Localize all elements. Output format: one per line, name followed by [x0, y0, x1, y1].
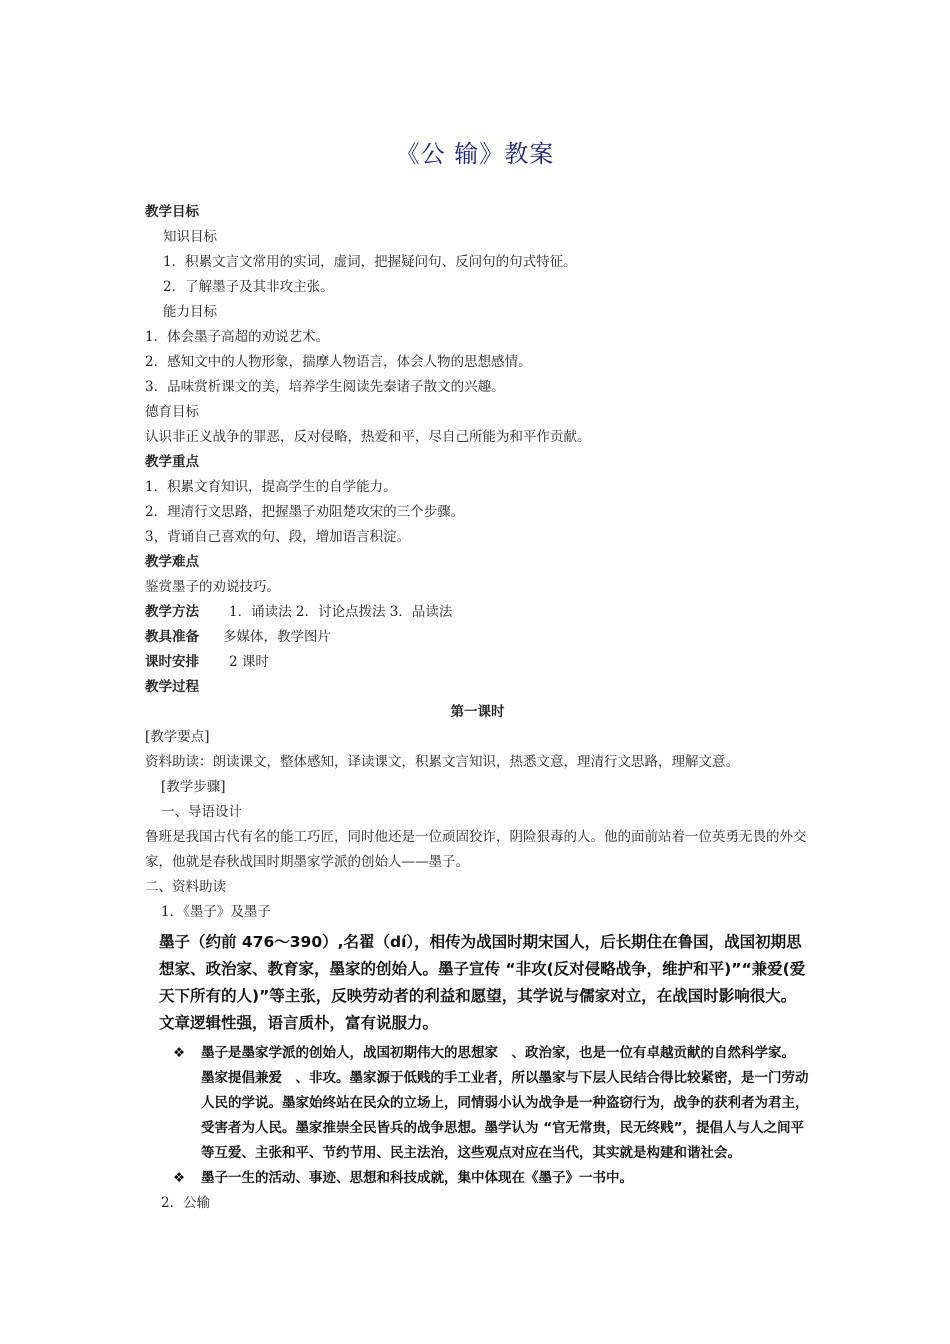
heading-difficulties: 教学难点	[145, 554, 199, 570]
label-tools: 教具准备	[145, 629, 199, 645]
bullet-icon: ❖	[173, 1170, 186, 1186]
list-item: 2．了解墨子及其非攻主张。	[163, 279, 334, 295]
bullet-text: 墨子一生的活动、事迹、思想和科技成就，集中体现在《墨子》一书中。	[201, 1170, 633, 1186]
heading-key-points: 教学重点	[145, 454, 199, 470]
document-body	[145, 200, 810, 1216]
paragraph: 鉴赏墨子的劝说技巧。	[145, 579, 280, 595]
heading-first-lesson: 第一课时	[450, 704, 505, 720]
bullet-icon: ❖	[173, 1045, 186, 1061]
value-tools: 多媒体，教学图片	[223, 629, 331, 645]
paragraph: 认识非正义战争的罪恶，反对侵略，热爱和平，尽自己所能为和平作贡献。	[145, 429, 591, 445]
list-item: 2．感知文中的人物形象，揣摩人物语言，体会人物的思想感情。	[145, 354, 532, 370]
section-heading: 二、资料助读	[145, 879, 226, 895]
bullet-text: 墨子是墨家学派的创始人，战国初期伟大的思想家 、政治家，也是一位有卓越贡献的自然科学家。 墨家提倡兼爱 、非攻。墨家源于低贱的手工业者，所以墨家与下层人民结合得比较紧密，是一门劳动人民的学说。墨家始终站在民众的立场上，同情弱小认为战争是一种盗窃行为，战争的获利者为君主，受害者为人民。墨家推崇全民皆兵的战争思想。墨学认为 “官无常贵，民无终贱”，提倡人与人之间平等互爱、主张和平、节约节用、民主法治，这些观点对应在当代，其实就是构建和谐社会。	[201, 1045, 809, 1161]
section-heading: 一、导语设计	[161, 804, 242, 820]
heading-teaching-goals: 教学目标	[145, 204, 199, 220]
bracket-heading: [教学要点]	[145, 729, 210, 745]
bracket-heading: [教学步骤]	[161, 779, 226, 795]
list-item: 3，背诵自己喜欢的句、段，增加语言积淀。	[145, 529, 411, 545]
subheading-moral: 德育目标	[145, 404, 199, 420]
label-schedule: 课时安排	[145, 654, 199, 670]
list-item: 2．理清行文思路，把握墨子劝阻楚攻宋的三个步骤。	[145, 504, 465, 520]
subheading-ability: 能力目标	[163, 304, 217, 320]
heading-process: 教学过程	[145, 679, 199, 695]
list-item	[145, 1041, 810, 1166]
label-methods: 教学方法	[145, 604, 199, 620]
list-item: 1．积累文育知识，提高学生的自学能力。	[145, 479, 397, 495]
paragraph: 资料助读：朗读课文，整体感知，译读课文，积累文言知识，热悉文意，理清行文思路，理解文意。	[145, 754, 739, 770]
page-title: 《公 输》教案	[395, 140, 555, 168]
subsection-heading: 1．《墨子》及墨子	[161, 904, 271, 920]
list-item	[145, 1166, 810, 1191]
row-tools	[145, 625, 810, 650]
intro-paragraph: 鲁班是我国古代有名的能工巧匠，同时他还是一位顽固狡诈，阴险狠毒的人。他的面前站着一位英勇无畏的外交家，他就是春秋战国时期墨家学派的创始人——墨子。	[145, 829, 807, 870]
list-item: 3．品味赏析课文的美，培养学生阅读先秦诸子散文的兴趣。	[145, 379, 505, 395]
list-item: 1．积累文言文常用的实词，虚词，把握疑问句、反问句的句式特征。	[163, 254, 577, 270]
value-schedule: 2 课时	[229, 654, 269, 670]
subheading-knowledge: 知识目标	[163, 229, 217, 245]
bullet-list	[145, 1041, 810, 1191]
row-methods	[145, 600, 810, 625]
mozi-bio-paragraph: 墨子（约前 476～390）,名翟（dí），相传为战国时期宋国人，后长期住在鲁国，战国初期思想家、政治家、教育家，墨家的创始人。墨子宣传 “非攻(反对侵略战争，维护和平)”“兼爱(爱天下所有的人)”等主张，反映劳动者的利益和愿望，其学说与儒家对立，在战国时影响很大。文章逻辑性强，语言质朴，富有说服力。	[159, 933, 806, 1032]
list-item: 1．体会墨子高超的劝说艺术。	[145, 329, 330, 345]
value-methods: 1．诵读法 2．讨论点拨法 3．品读法	[229, 604, 453, 620]
subsection-heading: 2．公输	[161, 1195, 211, 1211]
row-schedule	[145, 650, 810, 675]
